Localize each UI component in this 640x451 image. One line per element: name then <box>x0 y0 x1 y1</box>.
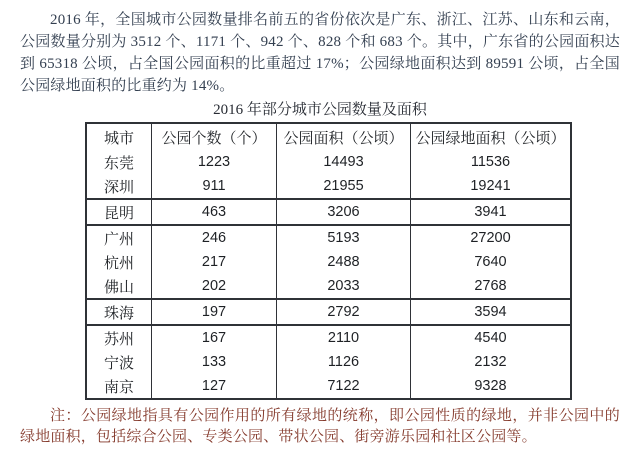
green-area-cell: 3941 <box>411 199 572 225</box>
city-cell: 珠海 <box>86 299 152 325</box>
park-area-cell: 2033 <box>277 274 411 299</box>
park-count-cell: 217 <box>152 250 277 274</box>
park-area-cell: 2792 <box>277 299 411 325</box>
park-area-cell: 7122 <box>277 374 411 399</box>
park-area-cell: 2110 <box>277 325 411 350</box>
city-cell: 杭州 <box>86 250 152 274</box>
green-area-cell: 9328 <box>411 374 572 399</box>
green-area-cell: 4540 <box>411 325 572 350</box>
park-count-cell: 167 <box>152 325 277 350</box>
park-count-cell: 463 <box>152 199 277 225</box>
document-page <box>0 9 640 451</box>
table-row <box>86 174 571 199</box>
city-cell: 南京 <box>86 374 152 399</box>
green-area-cell: 3594 <box>411 299 572 325</box>
park-area-cell: 5193 <box>277 225 411 250</box>
green-area-cell: 27200 <box>411 225 572 250</box>
city-cell: 东莞 <box>86 150 152 174</box>
table-row <box>86 350 571 374</box>
table-row <box>86 150 571 174</box>
col-header-park-area: 公园面积（公顷） <box>277 123 411 150</box>
table-row <box>86 374 571 399</box>
green-area-cell: 11536 <box>411 150 572 174</box>
park-count-cell: 246 <box>152 225 277 250</box>
col-header-city: 城市 <box>86 123 152 150</box>
park-count-cell: 127 <box>152 374 277 399</box>
footnote: 注：公园绿地指具有公园作用的所有绿地的统称，即公园性质的绿地，并非公园中的绿地面积，包括综合公园、专类公园、带状公园、街旁游乐园和社区公园等。 <box>20 408 620 445</box>
city-cell: 苏州 <box>86 325 152 350</box>
park-count-cell: 202 <box>152 274 277 299</box>
park-area-cell: 2488 <box>277 250 411 274</box>
park-area-cell: 14493 <box>277 150 411 174</box>
green-area-cell: 2768 <box>411 274 572 299</box>
table-row <box>86 199 571 225</box>
city-cell: 佛山 <box>86 274 152 299</box>
table-row <box>86 225 571 250</box>
city-cell: 昆明 <box>86 199 152 225</box>
park-area-cell: 3206 <box>277 199 411 225</box>
table-row <box>86 299 571 325</box>
table-row <box>86 250 571 274</box>
table-row <box>86 274 571 299</box>
park-area-cell: 1126 <box>277 350 411 374</box>
table-body <box>86 150 571 399</box>
city-cell: 宁波 <box>86 350 152 374</box>
park-area-cell: 21955 <box>277 174 411 199</box>
intro-paragraph: 2016 年，全国城市公园数量排名前五的省份依次是广东、浙江、江苏、山东和云南，公园数量分别为 3512 个、1171 个、942 个、828 个和 683 个。其中，广东省的公园面积达到 65318 公顷，占全国公园面积的比重超过 17%；公园绿地面积达到 89591 公顷，占全国公园绿地面积的比重约为 14%。 <box>20 12 620 94</box>
green-area-cell: 7640 <box>411 250 572 274</box>
park-count-cell: 1223 <box>152 150 277 174</box>
table-header-row <box>86 123 571 150</box>
city-cell: 广州 <box>86 225 152 250</box>
parks-table <box>85 122 572 400</box>
city-cell: 深圳 <box>86 174 152 199</box>
park-count-cell: 133 <box>152 350 277 374</box>
park-count-cell: 197 <box>152 299 277 325</box>
green-area-cell: 19241 <box>411 174 572 199</box>
col-header-green-area: 公园绿地面积（公顷） <box>411 123 572 150</box>
table-row <box>86 325 571 350</box>
green-area-cell: 2132 <box>411 350 572 374</box>
park-count-cell: 911 <box>152 174 277 199</box>
col-header-park-count: 公园个数（个） <box>152 123 277 150</box>
table-title: 2016 年部分城市公园数量及面积 <box>213 102 427 118</box>
